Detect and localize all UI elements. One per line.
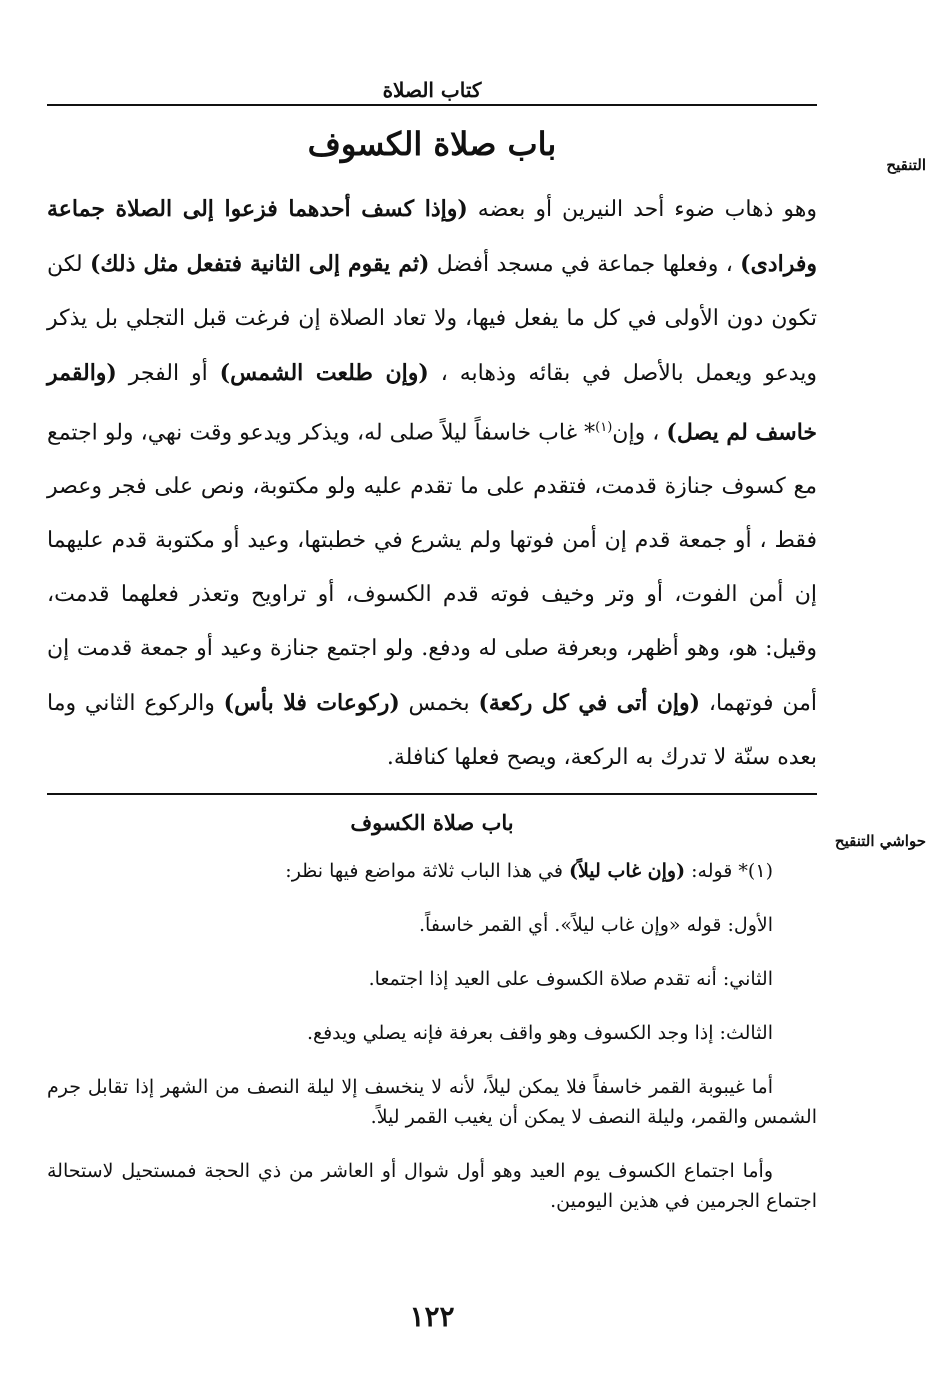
note-point-third: الثالث: إذا وجد الكسوف وهو واقف بعرفة فإنه يصلي ويدفع.	[306, 1022, 773, 1044]
note-point-second: الثاني: أنه تقدم صلاة الكسوف على العيد إذا اجتمعا.	[368, 968, 773, 990]
notes-section	[47, 856, 817, 1216]
main-text-bold: (وإن طلعت الشمس)	[219, 360, 429, 386]
main-paragraph	[47, 182, 817, 785]
main-text-run: لكن تكون دون الأولى في كل ما يفعل فيها، ولا تعاد الصلاة إن فرغت قبل التجلي بل يذكر ويدعو ويعمل بالأصل في بقائه وذهابه ،	[47, 252, 817, 386]
margin-label-tanqih: التنقيح	[886, 156, 926, 174]
header-rule	[47, 104, 817, 106]
note-paragraph: وأما اجتماع الكسوف يوم العيد وهو أول شوال أو العاشر من ذي الحجة فمستحيل لاستحالة اجتماع الجرمين في هذين اليومين.	[47, 1160, 817, 1212]
main-text-bold: (وإذا كسف أحدهما فزعوا إلى الصلاة جماعة وفرادى)	[47, 196, 817, 277]
chapter-title: باب صلاة الكسوف	[307, 125, 557, 163]
margin-label-hawashi: حواشي التنقيح	[834, 832, 926, 850]
main-text-run: * غاب خاسفاً ليلاً صلى له، ويذكر ويدعو وقت نهي، ولو اجتمع مع كسوف جنازة قدمت، فتقدم على ما تقدم عليه ولو مكتوبة، ونص على فجر وعصر فقط ، أو جمعة قدم إن أمن فوتها ولم يشرع في خطبتها، وعيد أو مكتوبة قدم عليهما إن أمن الفوت، أو وتر وخيف فوته قدم الكسوف، أو تراويح وتعذر فعلهما قدمت، وقيل: هو، وهو أظهر، وبعرفة صلى له ودفع. ولو اجتمع جنازة وعيد أو جمعة قدمت إن أمن فوتهما،	[47, 420, 817, 717]
main-text	[47, 182, 817, 785]
note-point-first: الأول: قوله «وإن غاب ليلاً». أي القمر خاسفاً.	[418, 914, 773, 936]
note-text-bold: (وإن غاب ليلاً)	[568, 860, 686, 882]
note-text-run: (١)* قوله:	[685, 860, 773, 882]
main-text-run: بخمس	[399, 691, 479, 717]
notes-title: باب صلاة الكسوف	[350, 810, 514, 835]
running-head: كتاب الصلاة	[382, 78, 482, 102]
footnote-marker: (١)	[595, 420, 613, 435]
main-text-run: ، وفعلها جماعة في مسجد أفضل	[429, 252, 741, 277]
main-text-bold: (وإن أتى في كل ركعة)	[478, 690, 701, 717]
main-text-run: والركوع الثاني وما بعده سنّة لا تدرك به الركعة، ويصح فعلها كنافلة.	[47, 691, 817, 771]
page-number: ١٢٢	[409, 1300, 455, 1333]
note-paragraph: أما غيبوبة القمر خاسفاً فلا يمكن ليلاً، لأنه لا ينخسف إلا ليلة النصف من الشهر إذا تقابل جرم الشمس والقمر، وليلة النصف لا يمكن أن يغيب القمر ليلاً.	[47, 1076, 817, 1128]
main-text-run: أو الفجر	[116, 361, 220, 386]
note-intro	[47, 856, 817, 886]
notes-rule	[47, 793, 817, 795]
main-text-bold: (ركوعات فلا بأس)	[223, 690, 400, 717]
main-text-run: ، وإن	[612, 420, 667, 446]
main-text-run: وهو ذهاب ضوء أحد النيرين أو بعضه	[467, 197, 817, 222]
note-text-run: في هذا الباب ثلاثة مواضع فيها نظر:	[285, 860, 569, 882]
main-text-bold: (والقمر خاسف لم يصل)	[47, 360, 818, 446]
main-text-bold: (ثم يقوم إلى الثانية فتفعل مثل ذلك)	[89, 251, 430, 277]
